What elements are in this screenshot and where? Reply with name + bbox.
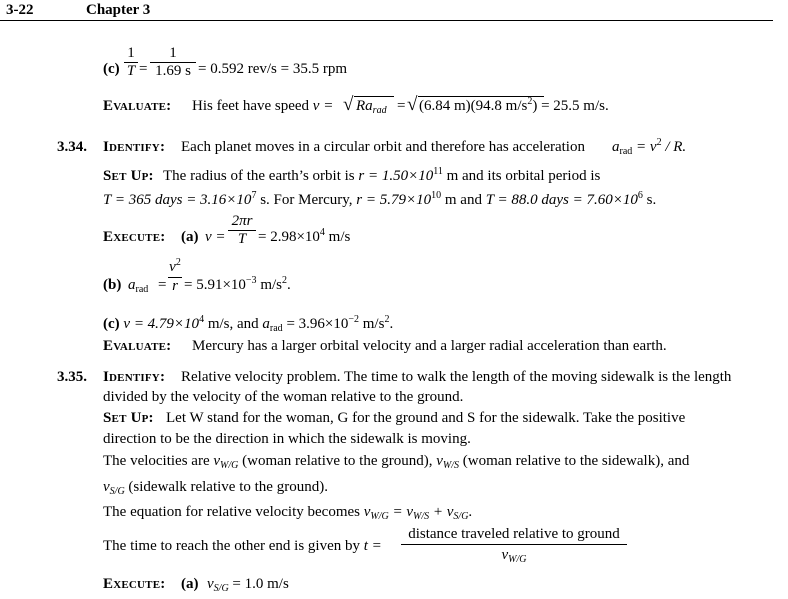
exp-2: 2: [384, 314, 390, 325]
ws-subscript: W/S: [413, 511, 430, 522]
fraction-1-over-T: [124, 46, 138, 79]
identify-equation: [612, 137, 687, 157]
velocities-intro: The velocities are: [103, 453, 210, 469]
mercury-period: T = 88.0 days = 7.60×10: [485, 192, 638, 208]
ws-description: (woman relative to the sidewalk), and: [462, 453, 690, 469]
rpm-result: = 0.592 rev/s = 35.5 rpm: [198, 61, 347, 77]
time-intro: [103, 539, 382, 554]
fraction-denominator: [401, 548, 627, 563]
result-value: = 5.91×10: [184, 277, 246, 293]
sidewalk-velocity-value: = 1.0 m/s: [232, 576, 289, 592]
equals-sign: =: [139, 61, 148, 77]
fraction-denominator: r: [172, 278, 178, 294]
a-variable: a: [128, 277, 136, 293]
fraction-bar: [168, 277, 182, 278]
part-a-label: (a): [181, 576, 199, 592]
exp: 6: [637, 190, 643, 201]
a-rad-lhs: [128, 278, 148, 293]
exp: 4: [319, 227, 325, 238]
part-c-label: (c): [103, 316, 120, 332]
wg-subscript: W/G: [508, 554, 527, 565]
sidewalk-velocity: [207, 577, 289, 592]
speed-result: ) = 25.5 m/s.: [532, 98, 609, 114]
result-unit: m/s: [328, 229, 351, 245]
fraction-bar: [124, 62, 138, 63]
exp-2: 2: [527, 96, 533, 107]
wg-subscript: W/G: [370, 511, 389, 522]
v-wg: v: [501, 547, 509, 563]
setup-label: Set Up:: [103, 168, 154, 184]
fraction-bar: [150, 62, 196, 63]
v-wg: v: [213, 453, 221, 469]
fraction-bar: [228, 230, 256, 231]
result-value: = 2.98×10: [258, 229, 320, 245]
evaluate-label: Evaluate:: [103, 338, 172, 354]
setup-line-3: [103, 190, 657, 208]
setup-sentence: The radius of the earth’s orbit is: [163, 168, 355, 184]
mercury-radius: r = 5.79×10: [356, 192, 432, 208]
identify-text: Relative velocity problem. The time to walk the length of the moving sidewalk is the length: [181, 369, 732, 385]
exp-2: 2: [656, 137, 662, 148]
part-b-label: (b): [103, 277, 122, 293]
identify-text: Each planet moves in a circular orbit and therefore has acceleration: [181, 139, 585, 155]
equals-v: = v: [636, 139, 657, 155]
equals-v: = v: [392, 504, 414, 520]
time-fraction: [401, 527, 627, 563]
relative-velocity-equation: [103, 505, 472, 520]
mercury-period-unit: s.: [646, 192, 657, 208]
identify-label: Identify:: [103, 139, 166, 155]
fraction-denominator: T: [237, 231, 247, 247]
problem-number-334: 3.34.: [57, 139, 87, 155]
fraction-denominator: T: [126, 63, 136, 79]
a-variable: a: [262, 316, 270, 332]
v-variable: v =: [312, 98, 334, 114]
for-mercury: s. For Mercury,: [260, 192, 353, 208]
fraction-numerator: 1: [169, 45, 177, 61]
velocities-line-2: [103, 480, 328, 495]
sqrt-symbol: √: [343, 94, 354, 115]
mercury-velocity: v = 4.79×10: [123, 316, 200, 332]
equation-intro: The equation for relative velocity becomes: [103, 504, 360, 520]
mercury-radius-unit: m and: [444, 192, 482, 208]
and-text: m/s, and: [207, 316, 259, 332]
rad-subscript: rad: [135, 284, 149, 295]
equals-sign: =: [158, 277, 167, 293]
fraction-numerator: [168, 257, 182, 275]
part-c-label: (c): [103, 61, 120, 77]
exp: −2: [348, 314, 359, 325]
sqrt-content-Ra: [356, 99, 387, 114]
exp-2: 2: [282, 275, 287, 286]
result-unit: m/s: [362, 316, 385, 332]
v-variable: v: [169, 259, 176, 275]
evaluate-label: Evaluate:: [103, 98, 172, 114]
result-unit: m/s: [260, 277, 282, 293]
v-equals: v =: [205, 229, 226, 245]
radial-acceleration-result: = $5.91\times 10^{-3}$ $m/s^2$.: [184, 275, 291, 293]
fraction-numerator: 1: [127, 45, 135, 61]
ws-subscript: W/S: [442, 460, 460, 471]
evaluate-text: Mercury has a larger orbital velocity and a larger radial acceleration than earth.: [192, 338, 667, 354]
rad-subscript: rad: [269, 323, 283, 334]
setup-text: [163, 166, 601, 184]
part-a-label: (a): [181, 229, 199, 245]
execute-label: Execute:: [103, 576, 166, 592]
sg-subscript: S/G: [453, 511, 469, 522]
orbital-velocity-result: [258, 227, 351, 245]
identify-label: Identify:: [103, 369, 166, 385]
mercury-acceleration: = 3.96×10: [286, 316, 349, 332]
exp: 7: [251, 190, 257, 201]
fraction-2pir-over-T: [228, 214, 256, 247]
exp: 4: [199, 314, 205, 325]
evaluate-sentence: His feet have speed: [192, 98, 310, 114]
sg-subscript: S/G: [213, 583, 229, 594]
v-ws: v: [436, 453, 443, 469]
earth-radius-unit: m and its orbital period is: [446, 168, 601, 184]
rad-subscript: rad: [372, 105, 387, 116]
fraction-1-over-period: [150, 46, 196, 79]
over-R: / R.: [665, 139, 687, 155]
Ra-text: Ra: [356, 98, 373, 114]
problem-number-335: 3.35.: [57, 369, 87, 385]
evaluate-text: [192, 99, 333, 114]
fraction-v2-over-r: [168, 257, 182, 294]
page-number: 3-22: [6, 2, 34, 18]
setup-label: Set Up:: [103, 410, 154, 426]
exp: −3: [245, 275, 257, 286]
v-wg: v: [363, 504, 371, 520]
equals-sign: =: [397, 98, 406, 114]
identify-text-2: divided by the velocity of the woman relative to the ground.: [103, 389, 464, 405]
time-sentence: The time to reach the other end is given by: [103, 538, 360, 554]
sg-description: (sidewalk relative to the ground).: [128, 479, 328, 495]
fraction-numerator: 2πr: [231, 213, 253, 229]
v-sg: v: [103, 479, 110, 495]
rad-subscript: rad: [619, 146, 633, 157]
sqrt-bar: [354, 96, 394, 97]
sqrt-bar-2: [418, 96, 544, 97]
v-sg: v: [207, 576, 214, 592]
exp-2: 2: [175, 257, 181, 268]
a-variable: a: [612, 139, 620, 155]
earth-radius: r = 1.50×10: [358, 168, 434, 184]
period: .: [468, 504, 473, 520]
setup-text-2: direction to be the direction in which the sidewalk is moving.: [103, 431, 471, 447]
sg-subscript: S/G: [109, 486, 125, 497]
velocities-line: [103, 454, 689, 469]
numbers-text: (6.84 m)(94.8 m/s: [419, 98, 528, 114]
part-c-line: (c) $v = 4.79\times 10^4$ m/s, and $a_{rad} = 3.96\times 10^{-2}$ $m/s^2$.: [103, 314, 394, 334]
exp: 10: [431, 190, 442, 201]
exp: 11: [433, 166, 443, 177]
t-equals: t =: [363, 538, 382, 554]
chapter-title: Chapter 3: [86, 2, 151, 18]
sqrt-symbol-2: √: [407, 94, 418, 115]
wg-description: (woman relative to the ground),: [242, 453, 433, 469]
header-rule: [0, 20, 773, 21]
sqrt-content-numbers: [419, 96, 609, 114]
wg-subscript: W/G: [220, 460, 239, 471]
earth-period: T = 365 days = 3.16×10: [103, 192, 252, 208]
setup-text: Let W stand for the woman, G for the ground and S for the sidewalk. Take the positive: [166, 410, 686, 426]
fraction-denominator: 1.69 s: [155, 63, 191, 79]
fraction-bar: [401, 544, 627, 545]
execute-label: Execute:: [103, 229, 166, 245]
plus-v: + v: [432, 504, 454, 520]
fraction-numerator: distance traveled relative to ground: [408, 526, 620, 542]
